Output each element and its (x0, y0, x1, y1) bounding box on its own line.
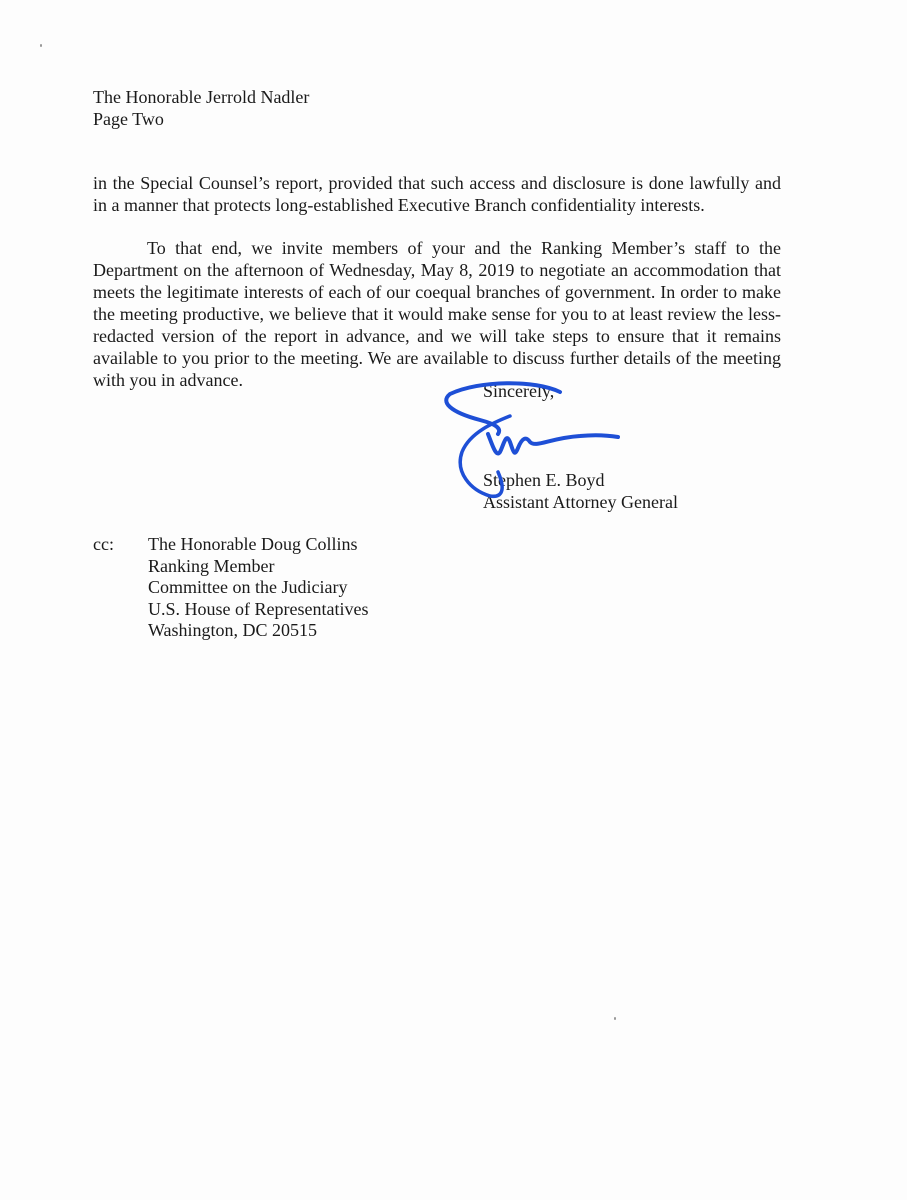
body-paragraph-2 (93, 237, 781, 391)
cc-line-address: Washington, DC 20515 (148, 620, 318, 640)
page-number-line: Page Two (93, 109, 164, 129)
letter-header (93, 86, 309, 130)
recipient-line: The Honorable Jerrold Nadler (93, 87, 310, 107)
signer-title: Assistant Attorney General (483, 492, 678, 512)
body-paragraph-2-text: To that end, we invite members of your and the Ranking Member’s staff to the Department on the afternoon of Wednesday, May 8, 2019 to negotiate an accommodation that meets the legitimate interests of each of our coequal branches of government. In order to make the meeting productive, we believe that it would make sense for you to at least review the less-redacted version of the report in advance, and we will take steps to ensure that it remains available to you prior to the meeting. We are available to discuss further details of the meeting with you in advance. (93, 238, 781, 390)
body-paragraph-1: in the Special Counsel’s report, provided that such access and disclosure is done lawfully and in a manner that protects long-established Executive Branch confidentiality interests. (93, 173, 781, 215)
handwritten-signature (440, 372, 630, 502)
scan-speck (614, 1017, 616, 1020)
cc-line-name: The Honorable Doug Collins (148, 534, 358, 554)
valediction: Sincerely, (483, 381, 555, 401)
scan-speck (40, 44, 42, 47)
cc-line-house: U.S. House of Representatives (148, 598, 369, 619)
cc-recipient-block (148, 534, 368, 642)
cc-line-role: Ranking Member (148, 555, 275, 576)
cc-label: cc: (93, 534, 114, 554)
cc-line-committee: Committee on the Judiciary (148, 577, 348, 597)
signer-name: Stephen E. Boyd (483, 470, 605, 490)
